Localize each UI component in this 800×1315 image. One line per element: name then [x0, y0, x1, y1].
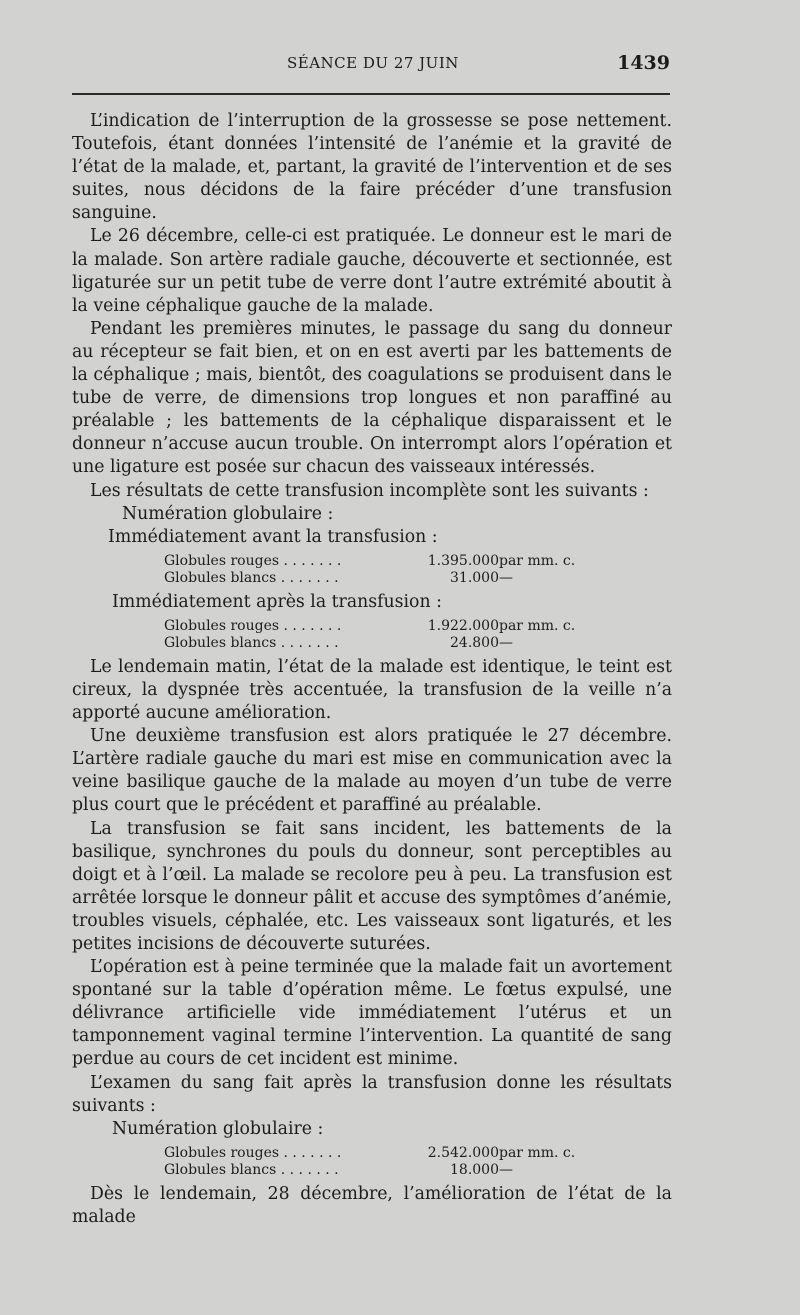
paragraph-transfusion-course: La transfusion se fait sans incident, les battements de la basilique, synchrones du pouls du donneur, sont perceptibles au doigt et à l’œil. La malade se recolore peu à peu. La transfusion est arrêtée lorsque le donneur pâlit et accuse des symptômes d’anémie, troubles visuels, céphalée, etc. Les vaisseaux sont ligaturés, et les petites incisions de découverte suturées.	[72, 818, 672, 954]
count-unit: —	[499, 569, 513, 586]
paragraph-examen: L’examen du sang fait après la transfusion donne les résultats suivants :	[72, 1072, 672, 1116]
count-unit: par mm. c.	[499, 617, 576, 634]
paragraph-coagulation: Pendant les premières minutes, le passage du sang du donneur au récepteur se fait bien, et on en est averti par les battements de la céphalique ; mais, bientôt, des coagulations se produisent dans le tube de verre, de dimensions trop longues et non paraffiné au préalable ; les battements de la céphalique disparaissent et le donneur n’accuse aucun trouble. On interrompt alors l’opération et une ligature est posée sur chacun des vaisseaux intéressés.	[72, 318, 672, 478]
paragraph-indication: L’indication de l’interruption de la grossesse se pose nettement. Toutefois, étant données l’intensité de l’anémie et la gravité de l’état de la malade, et, partant, la gravité de l’intervention et de ses suites, nous décidons de la faire précéder d’une transfusion sanguine.	[72, 111, 672, 224]
table-row	[164, 570, 589, 587]
count-unit: —	[499, 634, 513, 651]
numeration-heading-1: Numération globulaire :	[122, 503, 334, 524]
table-row	[164, 1162, 589, 1179]
count-unit: par mm. c.	[499, 552, 576, 569]
counts-avant-table	[164, 553, 589, 587]
table-row	[164, 553, 589, 570]
count-value: 31.000	[450, 569, 499, 586]
count-label: Globules blancs . . . . . . .	[164, 1161, 339, 1178]
count-value: 1.395.000	[427, 552, 499, 569]
count-value: 2.542.000	[427, 1144, 499, 1161]
paragraph-lendemain: Le lendemain matin, l’état de la malade est identique, le teint est cireux, la dyspnée très accentuée, la transfusion de la veille n’a apporté aucune amélioration.	[72, 656, 672, 724]
counts-apres-table	[164, 618, 589, 652]
count-label: Globules rouges . . . . . . .	[164, 617, 342, 634]
count-label: Globules blancs . . . . . . .	[164, 569, 339, 586]
header-rule	[72, 93, 670, 95]
table-row	[164, 635, 589, 652]
page-number: 1439	[617, 52, 670, 74]
paragraph-avortement: L’opération est à peine terminée que la malade fait un avortement spontané sur la table d’opération même. Le fœtus expulsé, une délivrance artificielle vide immédiatement l’utérus et un tamponnement vaginal termine l’intervention. La quantité de sang perdue au cours de cet incident est minime.	[72, 957, 672, 1070]
numeration-heading-2: Numération globulaire :	[112, 1118, 324, 1139]
count-label: Globules blancs . . . . . . .	[164, 634, 339, 651]
count-value: 1.922.000	[427, 617, 499, 634]
page-header	[72, 52, 670, 82]
paragraph-amelioration: Dès le lendemain, 28 décembre, l’amélioration de l’état de la malade	[72, 1183, 672, 1227]
count-unit: —	[499, 1161, 513, 1178]
page-body	[72, 110, 672, 1229]
table-row	[164, 1145, 589, 1162]
paragraph-first-transfusion: Le 26 décembre, celle-ci est pratiquée. Le donneur est le mari de la malade. Son artère radiale gauche, découverte et sectionnée, est ligaturée sur un petit tube de verre dont l’autre extrémité aboutit à la veine céphalique gauche de la malade.	[72, 226, 672, 316]
running-title: SÉANCE DU 27 JUIN	[287, 54, 459, 72]
table-row	[164, 618, 589, 635]
count-label: Globules rouges . . . . . . .	[164, 1144, 342, 1161]
counts-final-table	[164, 1145, 589, 1179]
avant-heading: Immédiatement avant la transfusion :	[108, 526, 438, 547]
paragraph-second-transfusion: Une deuxième transfusion est alors pratiquée le 27 décembre. L’artère radiale gauche du mari est mise en communication avec la veine basilique gauche de la malade au moyen d’un tube de verre plus court que le précédent et paraffiné au préalable.	[72, 726, 672, 816]
paragraph-results-intro: Les résultats de cette transfusion incomplète sont les suivants :	[90, 480, 649, 501]
count-unit: par mm. c.	[499, 1144, 576, 1161]
count-label: Globules rouges . . . . . . .	[164, 552, 342, 569]
count-value: 18.000	[450, 1161, 499, 1178]
count-value: 24.800	[450, 634, 499, 651]
apres-heading: Immédiatement après la transfusion :	[112, 591, 442, 612]
